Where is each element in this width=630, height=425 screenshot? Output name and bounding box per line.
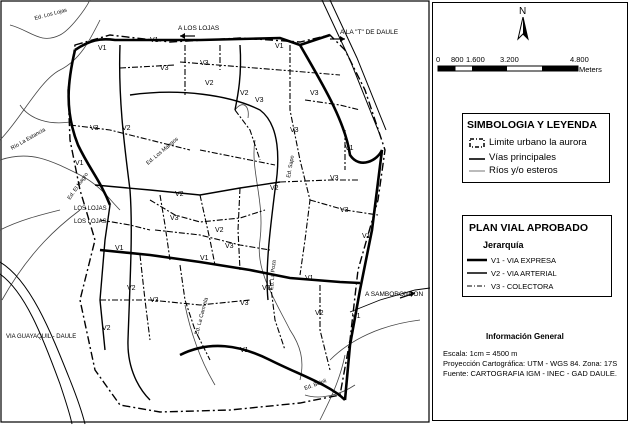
symbology-item-urban-limit: Limite urbano la aurora	[489, 137, 587, 148]
road-code-v2: V2	[175, 191, 184, 198]
scale-tick-0: 0	[436, 55, 441, 64]
road-plan-title: PLAN VIAL APROBADO	[469, 222, 589, 234]
road-code-v3: V3	[290, 127, 299, 134]
road-code-v3: V3	[255, 97, 264, 104]
north-label: N	[519, 6, 527, 17]
road-hierarchy-symbols	[467, 256, 489, 292]
label-rio-la-estancia: Río La Estancia	[10, 127, 47, 152]
label-los-lojas: LOS LOJAS	[74, 206, 107, 212]
label-ed-el-magro: Ed. El Magro	[66, 171, 90, 202]
hierarchy-label: Jerarquía	[483, 240, 524, 250]
info-title: Información General	[486, 332, 564, 341]
label-a-la-t-de-daule: A LA "T" DE DAULE	[340, 29, 399, 36]
label-a-samborondon: A SAMBORONDON	[365, 291, 424, 298]
road-code-v3: V3	[150, 297, 159, 304]
road-code-v2: V2	[215, 227, 224, 234]
road-code-v1: V1	[115, 245, 124, 252]
road-code-v2: V2	[205, 80, 214, 87]
plan-item-v3: V3 - COLECTORA	[491, 282, 554, 291]
plan-item-v2: V2 - VIA ARTERIAL	[491, 269, 557, 278]
road-code-v1: V1	[150, 37, 159, 44]
road-code-v2: V2	[102, 325, 111, 332]
info-scale: Escala: 1cm = 4500 m	[443, 349, 518, 358]
road-code-v2: V2	[122, 125, 131, 132]
road-code-v3: V3	[225, 243, 234, 250]
scale-tick-3200: 3.200	[500, 55, 519, 64]
legend-panel	[432, 2, 628, 421]
road-code-v1: V1	[98, 45, 107, 52]
label-a-los-lojas: A LOS LOJAS	[178, 25, 220, 32]
scale-tick-4800: 4.800	[570, 55, 589, 64]
plan-item-v1: V1 - VIA EXPRESA	[491, 256, 557, 265]
road-code-v3: V3	[310, 90, 319, 97]
road-code-v1: V1	[200, 255, 209, 262]
label-ed-la-carmela: Ed. La Carmela	[194, 297, 210, 336]
road-code-v3: V3	[340, 207, 349, 214]
label-ed-beleli: Ed. Beleli	[303, 378, 328, 392]
symbology-title: SIMBOLOGIA Y LEYENDA	[467, 119, 597, 131]
road-code-v1: V1	[345, 145, 354, 152]
road-plan-legend-box	[462, 215, 612, 297]
road-code-v1: V1	[75, 160, 84, 167]
scale-bar	[437, 65, 587, 73]
label-ed-la-poza: Ed. La Poza	[269, 259, 278, 291]
label-los-lojas-2: LOS LOJAS	[74, 219, 107, 225]
road-code-v2: V2	[262, 285, 271, 292]
road-code-v1: V1	[352, 313, 361, 320]
road-code-v3: V3	[330, 175, 339, 182]
symbology-legend-box	[462, 113, 610, 183]
road-code-v2: V2	[240, 90, 249, 97]
symbology-symbols	[469, 138, 487, 178]
road-code-v3: V3	[240, 300, 249, 307]
info-source: Fuente: CARTOGRAFIA IGM - INEC - GAD DAULE.	[443, 369, 617, 378]
info-projection: Proyección Cartográfica: UTM - WGS 84. Zona: 17S	[443, 359, 618, 368]
road-code-v2: V2	[315, 310, 324, 317]
scale-unit: Meters	[579, 65, 602, 74]
scale-tick-800: 800	[451, 55, 464, 64]
label-ed-los-lojas: Ed. Los Lojas	[33, 7, 68, 22]
road-code-v3: V3	[160, 65, 169, 72]
road-code-v2: V2	[270, 185, 279, 192]
symbology-item-main-roads: Vías principales	[489, 152, 557, 163]
label-ed-sapo: Ed. Sapo	[286, 155, 296, 179]
label-via-guayaquil-daule: VIA GUAYAQUIL - DAULE	[6, 334, 77, 340]
road-code-v3: V3	[200, 60, 209, 67]
road-code-v1: V1	[362, 233, 371, 240]
road-code-v3: V3	[170, 215, 179, 222]
scale-tick-1600: 1.600	[466, 55, 485, 64]
road-code-v2: V2	[127, 285, 136, 292]
road-code-v1: V1	[240, 347, 249, 354]
road-code-v3: V3	[90, 125, 99, 132]
road-code-v1: V1	[305, 275, 314, 282]
label-ed-los-mangos: Ed. Los Mangos	[145, 136, 180, 167]
road-code-v1: V1	[275, 43, 284, 50]
north-arrow-icon	[516, 17, 530, 41]
symbology-item-rivers: Ríos y/o esteros	[489, 165, 558, 176]
urban-limit-symbol	[470, 139, 484, 147]
